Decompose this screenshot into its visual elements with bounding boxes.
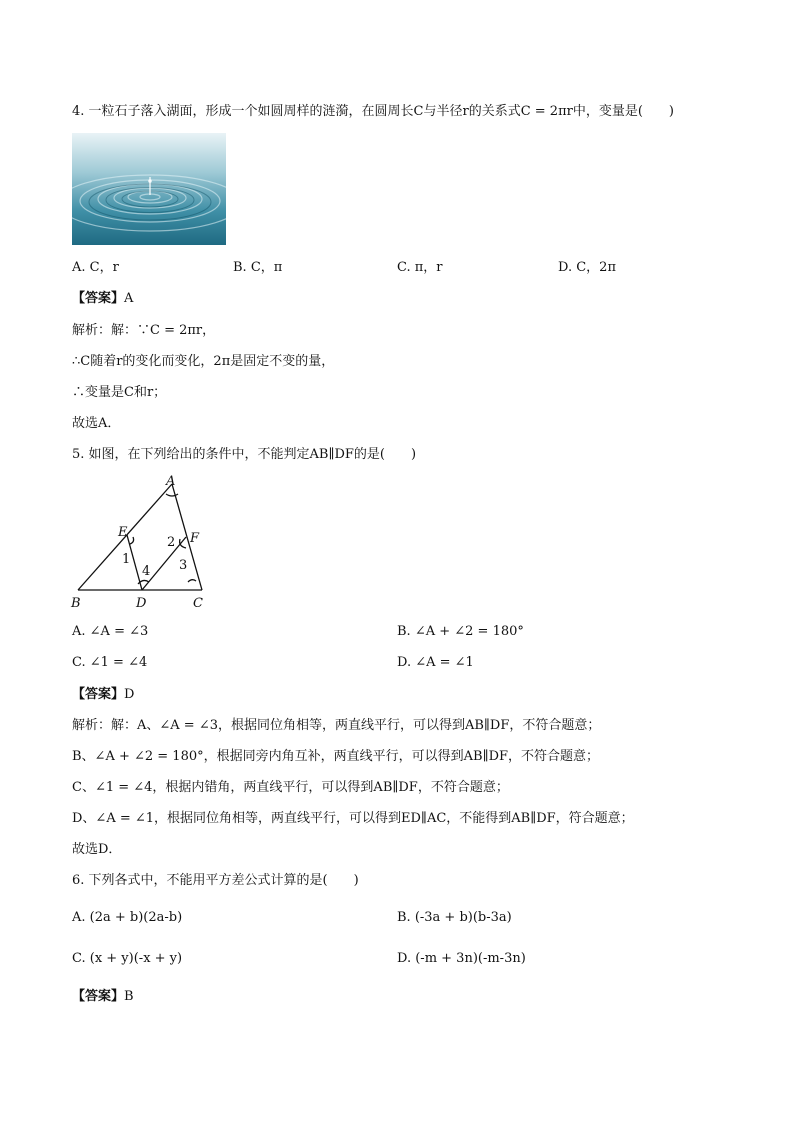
vertex-label-e: E (118, 525, 128, 540)
vertex-label-d: D (136, 596, 147, 611)
q4-explanation-line: ∴C随着r的变化而变化，2π是固定不变的量， (72, 354, 335, 369)
q6-option-c: C. (x + y)(-x + y) (72, 951, 183, 966)
answer-tag: 【答案】 (72, 687, 125, 702)
answer-value: D (124, 687, 135, 702)
q5-option-b: B. ∠A + ∠2 = 180° (397, 624, 524, 639)
vertex-label-b: B (71, 596, 81, 611)
ripple-photo (72, 133, 226, 245)
q4-option-a: A. C，r (72, 260, 119, 275)
q5-explanation-line: D、∠A = ∠1，根据同位角相等，两直线平行，可以得到ED∥AC，不能得到AB∥DF，符合题意； (72, 811, 634, 826)
q6-answer (72, 988, 134, 1006)
vertex-label-f: F (190, 531, 200, 546)
angle-label-4: 4 (142, 564, 151, 579)
q6-option-a: A. (2a + b)(2a-b) (72, 910, 183, 925)
q6-option-d: D. (-m + 3n)(-m-3n) (397, 951, 526, 966)
q5-answer (72, 686, 134, 704)
answer-value: A (124, 291, 134, 306)
q5-question: 5. 如图，在下列给出的条件中，不能判定AB∥DF的是( ) (72, 447, 417, 462)
q4-answer (72, 290, 133, 308)
answer-tag: 【答案】 (72, 291, 125, 306)
q5-explanation-line: C、∠1 = ∠4，根据内错角，两直线平行，可以得到AB∥DF，不符合题意； (72, 780, 509, 795)
q4-explanation-line: 解析：解：∵C = 2πr， (72, 323, 216, 338)
vertex-label-c: C (193, 596, 203, 611)
angle-label-3: 3 (179, 558, 188, 573)
q5-option-a: A. ∠A = ∠3 (72, 624, 149, 639)
triangle-figure (66, 474, 216, 614)
q5-explanation-line: 故选D． (72, 842, 122, 857)
q5-explanation-line: 解析：解：A、∠A = ∠3，根据同位角相等，两直线平行，可以得到AB∥DF，不符合题意； (72, 718, 601, 733)
q4-explanation-line: ∴变量是C和r； (72, 385, 167, 400)
q4-option-d: D. C，2π (558, 260, 616, 275)
q4-explanation-line: 故选A． (72, 416, 121, 431)
q5-option-d: D. ∠A = ∠1 (397, 655, 474, 670)
q4-option-c: C. π，r (397, 260, 443, 275)
q6-question: 6. 下列各式中，不能用平方差公式计算的是( ) (72, 873, 359, 888)
q6-option-b: B. (-3a + b)(b-3a) (397, 910, 512, 925)
angle-label-1: 1 (122, 552, 131, 567)
vertex-label-a: A (166, 474, 176, 489)
q4-question: 4. 一粒石子落入湖面，形成一个如圆周样的涟漪，在圆周长C与半径r的关系式C = 2πr中，变量是( ) (72, 104, 674, 119)
angle-label-2: 2 (167, 535, 176, 550)
q5-option-c: C. ∠1 = ∠4 (72, 655, 148, 670)
q5-explanation-line: B、∠A + ∠2 = 180°，根据同旁内角互补，两直线平行，可以得到AB∥DF，不符合题意； (72, 749, 600, 764)
answer-tag: 【答案】 (72, 989, 125, 1004)
answer-value: B (124, 989, 134, 1004)
q4-option-b: B. C，π (233, 260, 283, 275)
